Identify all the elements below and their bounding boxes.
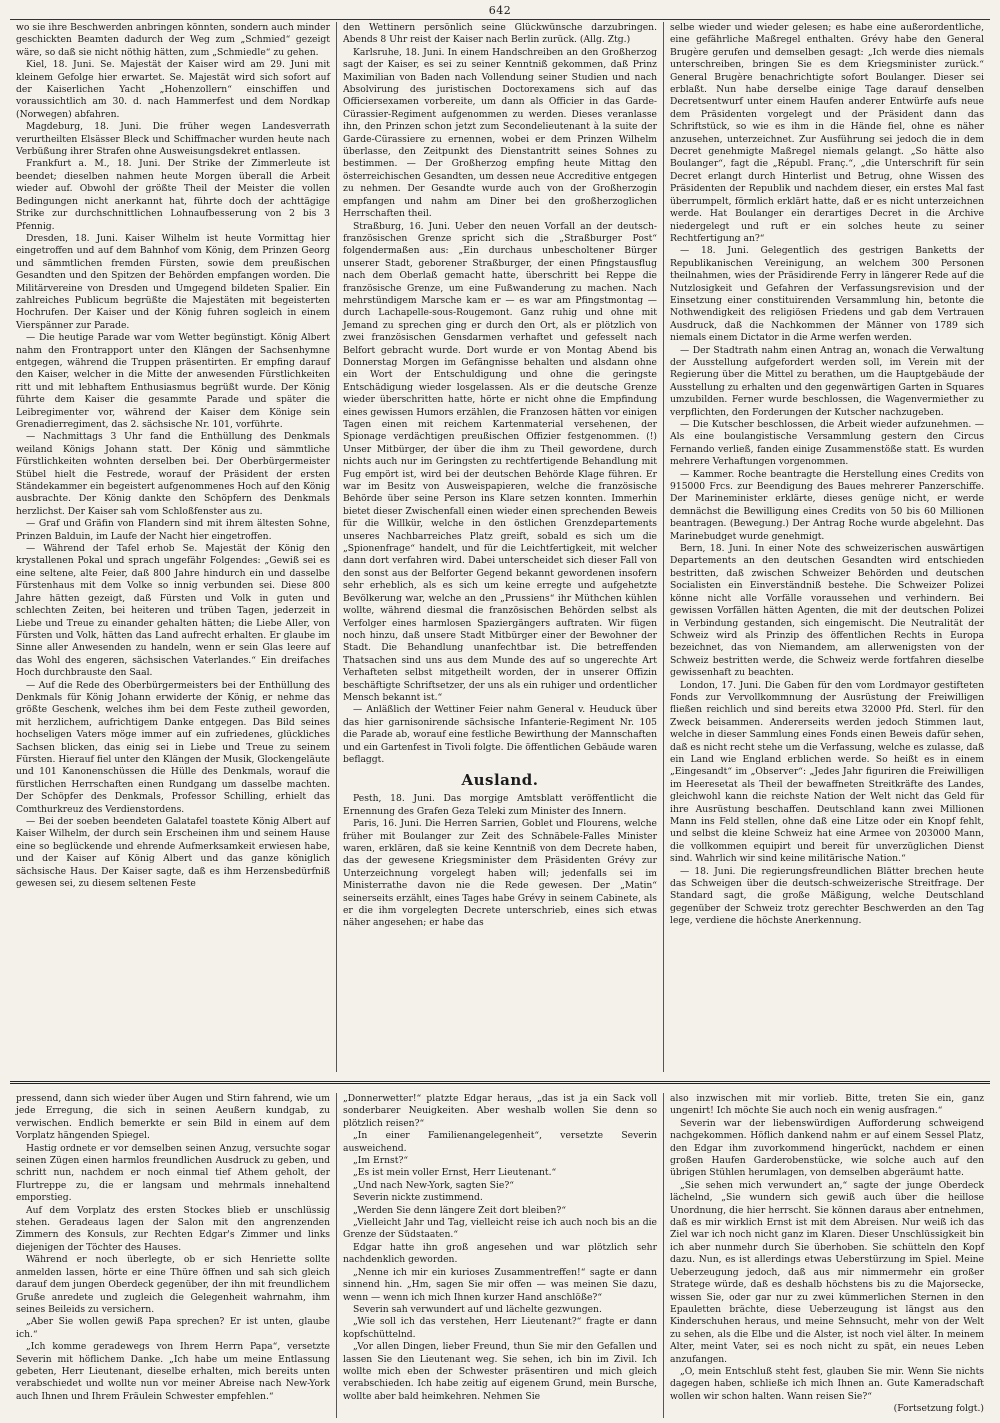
feuilleton-divider — [10, 1081, 990, 1084]
news-paragraph: — Nachmittags 3 Uhr fand die Enthüllung des Denkmals weiland Königs Johann statt. Der König und sämmtliche Fürstlichkeiten wohnten derselben bei. Der Oberbürgermeister Stübel hielt die Festrede, worauf der Präsident der ersten Ständekammer ein begeistert aufgenommenes Hoch auf den König ausbrachte. Der König dankte den Schöpfern des Denkmals herzlichst. Der Kaiser sah vom Schloßfenster aus zu. — [16, 431, 330, 517]
news-paragraph: Pesth, 18. Juni. Das morgige Amtsblatt veröffentlicht die Ernennung des Grafen Geza Teleki zum Minister des Innern. — [343, 793, 657, 817]
news-paragraph: wo sie ihre Beschwerden anbringen könnten, sondern auch minder geschickten Beamten dadurch der Weg zum „Schmied“ gezeigt wäre, so daß sie nicht nöthig hätten, zum „Schmiedle“ zu gehen. — [16, 22, 330, 58]
feuilleton-column-3 — [663, 1093, 990, 1418]
news-paragraph: — Der Stadtrath nahm einen Antrag an, wonach die Verwaltung der Ausstellung aufgefordert werden soll, im Verein mit der Regierung über die Mittel zu berathen, um die Hauptgebäude der Ausstellung zu erhalten und den gegenwärtigen Garten in Squares umzubilden. Ferner wurde beschlossen, die Wagenvermiether zu verpflichten, den Forderungen der Kutscher nachzugeben. — [670, 344, 984, 418]
news-section — [10, 22, 990, 1072]
news-paragraph: — Graf und Gräfin von Flandern sind mit ihrem ältesten Sohne, Prinzen Balduin, im Laufe der Nacht hier eingetroffen. — [16, 518, 330, 542]
page-number: 642 — [488, 4, 512, 17]
news-paragraph: — 18. Juni. Die regierungsfreundlichen Blätter brechen heute das Schweigen über die deutsch-schweizerische Streitfrage. Der Standard sagt, die große Mäßigung, welche Deutschland gegenüber der Schweiz trotz gerechter Beschwerden an den Tag lege, verdiene die höchste Anerkennung. — [670, 865, 984, 927]
news-paragraph: Frankfurt a. M., 18. Juni. Der Strike der Zimmerleute ist beendet; dieselben nahmen heute Morgen überall die Arbeit wieder auf. Obwohl der größte Theil der Meister die vollen Bedingungen nicht anerkannt hat, führte doch der achttägige Strike zur durchschnittlichen Lohnaufbesserung von 2 bis 3 Pfennig. — [16, 158, 330, 232]
story-paragraph: Hastig ordnete er vor demselben seinen Anzug, versuchte sogar seinen Zügen einen harmlos freundlichen Ausdruck zu geben, und schritt nun, nachdem er noch einmal tief Athem geholt, der Flurtreppe zu, die er langsam und mehrmals innehaltend emporstieg. — [16, 1142, 330, 1204]
story-paragraph: „Im Ernst?“ — [353, 1155, 409, 1167]
section-heading-ausland: Ausland. — [461, 771, 539, 790]
feuilleton-column-2 — [336, 1093, 663, 1418]
story-paragraph: also inzwischen mit mir vorlieb. Bitte, treten Sie ein, ganz ungenirt! Ich möchte Sie auch noch ein wenig ausfragen.“ — [670, 1093, 984, 1117]
news-paragraph: selbe wieder und wieder gelesen; es habe eine außerordentliche, eine gefährliche Maßregel enthalten. Grévy habe den General Brugère gerufen und demselben gesagt: „Ich werde dies niemals unterschreiben, bringen Sie es dem Kriegsminister zurück.“ General Brugère benachrichtigte sofort Boulanger. Dieser sei erblaßt. Nun habe derselbe einige Tage darauf denselben Decretsentwurf unter einem Haufen anderer Entwürfe aufs neue dem Präsidenten vorgelegt und der Präsident dann das Schriftstück, so wie es ihm in die Hände fiel, ohne es näher anzusehen, unterzeichnet. Zur Ausführung sei jedoch die in dem Decret genehmigte Maßregel niemals gelangt. „So hätte also Boulanger“, fagt die „Républ. Franç.“, „die Unterschrift für sein Decret erlangt durch Hinterlist und Betrug, ohne Wissen des Präsidenten der Republik und nachdem dieser, ein erstes Mal fast überrumpelt, förmlich erklärt hatte, daß er es nicht unterzeichnen werde. Hat Boulanger ein derartiges Decret in die Archive niedergelegt und ruft er ein solches heute zu seiner Rechtfertigung an?“ — [670, 22, 984, 244]
story-paragraph: „Und nach New-York, sagten Sie?“ — [353, 1179, 514, 1191]
news-paragraph: Karlsruhe, 18. Juni. In einem Handschreiben an den Großherzog sagt der Kaiser, es sei zu seiner Kenntniß gekommen, daß Prinz Maximilian von Baden nach Vollendung seiner Studien und nach Absolvirung des juristischen Doctorexamens sich auf das Officiersexamen vorbereite, um dann als Officier in das Garde-Cürassier-Regiment aufgenommen zu werden. Dieses veranlasse ihn, den Prinzen schon jetzt zum Secondelieutenant à la suite der Garde-Cürassiere zu ernennen, wobei er dem Prinzen Wilhelm überlasse, den Zeitpunkt des Dienstantritt seines Sohnes zu bestimmen. — Der Großherzog empfing heute Mittag den österreichischen Gesandten, um dessen neue Accreditive entgegen zu nehmen. Der Gesandte wurde auch von der Großherzogin empfangen und nahm am Diner bei den großherzoglichen Herrschaften theil. — [343, 46, 657, 220]
story-paragraph: „Vor allen Dingen, lieber Freund, thun Sie mir den Gefallen und lassen Sie den Lieutenant weg. Sie sehen, ich bin im Zivil. Ich wollte mich eben der Schwester präsentiren und mich gleich verabschieden. Ich habe zeitig auf eigenem Grund, mein Bursche, wollte aber bald heimkehren. Nehmen Sie — [343, 1341, 657, 1402]
news-column-3 — [663, 22, 990, 1072]
news-paragraph: — Die heutige Parade war vom Wetter begünstigt. König Albert nahm den Frontrapport unter den Klängen der Sachsenhymne entgegen, während die Truppen präsentirten. Er empfing darauf den Kaiser, welcher in die Mitte der anwesenden Fürstlichkeiten ritt und mit lebhaftem Enthusiasmus begrüßt wurde. Der König führte dem Kaiser die gesammte Parade und später die Leibregimenter vor, während der Kaiser dem Könige sein Grenadierregiment, das 2. sächsische Nr. 101, vorführte. — [16, 332, 330, 430]
story-paragraph: Auf dem Vorplatz des ersten Stockes blieb er unschlüssig stehen. Geradeaus lagen der Salon mit den angrenzenden Zimmern des Konsuls, zur Rechten Edgar's Zimmer und links diejenigen der Töchter des Hauses. — [16, 1204, 330, 1253]
news-paragraph: Magdeburg, 18. Juni. Die früher wegen Landesverrath verurtheilten Elsässer Bleck und Schiffmacher wurden heute nach Verbüßung ihrer Strafen ohne Ausweisungsdekret entlassen. — [16, 121, 330, 158]
story-paragraph: Severin war der liebenswürdigen Aufforderung schweigend nachgekommen. Höflich dankend nahm er auf einem Sessel Platz, den Edgar ihm zuvorkommend hingerückt, nachdem er einen großen Haufen Garderobenstücke, wie solche auch auf den übrigen Stühlen herumlagen, von demselben abgeräumt hatte. — [670, 1117, 984, 1179]
news-paragraph: — Kammer. Roche beantragte die Herstellung eines Credits von 915000 Frcs. zur Beendigung des Baues mehrerer Panzerschiffe. Der Marineminister erklärte, dieses genüge nicht, er werde demnächst die Bewilligung eines Credits von 50 bis 60 Millionen beantragen. (Bewegung.) Der Antrag Roche wurde abgelehnt. Das Marinebudget wurde genehmigt. — [670, 468, 984, 542]
story-paragraph: „Wie soll ich das verstehen, Herr Lieutenant?“ fragte er dann kopfschüttelnd. — [343, 1316, 657, 1340]
news-paragraph: — 18. Juni. Gelegentlich des gestrigen Banketts der Republikanischen Vereinigung, an welchem 300 Personen theilnahmen, wies der Präsidirende Ferry in längerer Rede auf die Nutzlosigkeit und Gefahren der Verfassungsrevision und der Einsetzung einer constituirenden Versammlung hin, betonte die Nothwendigkeit des religiösen Friedens und gab dem Vertrauen Ausdruck, daß die Nachkommen der Männer von 1789 sich niemals einem Dictator in die Arme werfen werden. — [670, 245, 984, 344]
story-paragraph: „Sie sehen mich verwundert an,“ sagte der junge Oberdeck lächelnd, „Sie wundern sich gewiß auch über die heillose Unordnung, die hier herrscht. Sie können daraus aber entnehmen, daß es mir wirklich Ernst ist mit dem Abreisen. Nur weiß ich das Ziel war ich noch nicht ganz im Klaren. Dieser Unschlüssigkeit bin ich aber nunmehr durch Sie überhoben. Sie schütteln den Kopf dazu. Nun, es ist allerdings etwas Ueberstürzung im Spiel. Meine Ueberzeugung jedoch, daß aus mir nimmermehr ein großer Stratege würde, daß es deshalb höchstens bis zu die Majorsecke, wissen Sie, oder gar nur zu zwei kümmerlichen Sternen in den Epauletten brächte, diese Ueberzeugung ist längst aus den Kinderschuhen heraus, und meine Sehnsucht, mehr von der Welt zu sehen, als die Elbe und die Alster, ist noch viel älter. In meinem Alter, meint Vater, sei es noch nicht zu spät, ein neues Leben anzufangen. — [670, 1179, 984, 1365]
news-column-2 — [336, 22, 663, 1072]
story-paragraph: „Werden Sie denn längere Zeit dort bleiben?“ — [353, 1204, 567, 1216]
story-paragraph: „Nenne ich mir ein kurioses Zusammentreffen!“ sagte er dann sinnend hin. „Hm, sagen Sie mir offen — was meinen Sie dazu, wenn — wenn ich mich Ihnen kurzer Hand anschlöße?“ — [343, 1266, 657, 1303]
story-paragraph: Severin sah verwundert auf und lächelte gezwungen. — [353, 1303, 602, 1315]
story-paragraph: „In einer Familienangelegenheit“, versetzte Severin ausweichend. — [343, 1130, 657, 1154]
story-paragraph: „Aber Sie wollen gewiß Papa sprechen? Er ist unten, glaube ich.“ — [16, 1316, 330, 1340]
news-paragraph: London, 17. Juni. Die Gaben für den vom Lordmayor gestifteten Fonds zur Vervollkommnung der Ausrüstung der Freiwilligen fließen reichlich und sind bereits etwa 32000 Pfd. Sterl. für den Zweck beisammen. Andererseits werden jedoch Stimmen laut, welche in dieser Sammlung eines Fonds einen Beweis dafür sehen, daß es nicht recht stehe um die Verfassung, welche es zulasse, daß ein Land wie England erblichen werde. So heißt es in einem „Eingesandt“ im „Observer“: „Jedes Jahr figuriren die Freiwilligen im Heeresetat als Theil der bewaffneten Streitkräfte des Landes, gleichwohl kann die reichste Nation der Welt nicht das Geld für ihre Ausrüstung beschaffen. Deutschland kann zwei Millionen Mann ins Feld stellen, ohne daß eine Litze oder ein Knopf fehlt, und selbst die kleine Schweiz hat eine Armee von 203000 Mann, die vollkommen equipirt und bereit für unverzüglichen Dienst sind. Wahrlich wir sind keine militärische Nation.“ — [670, 679, 984, 865]
story-paragraph: Severin nickte zustimmend. — [353, 1192, 483, 1204]
feuilleton-section — [10, 1093, 990, 1418]
news-paragraph: — Bei der soeben beendeten Galatafel toastete König Albert auf Kaiser Wilhelm, der durch sein Erscheinen ihm und seinem Hause eine so beglückende und ehrende Aufmerksamkeit erwiesen habe, und der Kaiser auf König Albert und das ganze königlich sächsische Haus. Der Kaiser sagte, daß es ihm Herzensbedürfniß gewesen sei, zu diesem seltenen Feste — [16, 816, 330, 890]
story-paragraph: „Es ist mein voller Ernst, Herr Lieutenant.“ — [353, 1167, 557, 1179]
header-rule — [10, 19, 990, 20]
story-paragraph: Edgar hatte ihn groß angesehen und war plötzlich sehr nachdenklich geworden. — [343, 1241, 657, 1266]
news-paragraph: Paris, 16. Juni. Die Herren Sarrien, Goblet und Flourens, welche früher mit Boulanger zur Zeit des Schnäbele-Falles Minister waren, erklären, daß sie keine Kenntniß von dem Decrete haben, das der gewesene Kriegsminister dem Präsidenten Grévy zur Unterzeichnung vorgelegt haben will; jedenfalls sei im Ministerrathe davon nie die Rede gewesen. Der „Matin“ seinerseits erzählt, eines Tages habe Grévy in seinem Cabinete, als er die ihm vorgelegten Decrete unterschrieb, eines sich etwas näher angesehen; er habe das — [343, 818, 657, 929]
news-paragraph: Dresden, 18. Juni. Kaiser Wilhelm ist heute Vormittag hier eingetroffen und auf dem Bahnhof vom König, dem Prinzen Georg und sämmtlichen fremden Fürsten, sowie dem preußischen Gesandten und den Spitzen der Behörden empfangen worden. Die Militärvereine von Dresden und Umgegend bildeten Spalier. Ein zahlreiches Publicum begrüßte die Majestäten mit begeisterten Hochrufen. Der Kaiser und der König fuhren sogleich in einem Vierspänner zur Parade. — [16, 232, 330, 331]
story-paragraph: pressend, dann sich wieder über Augen und Stirn fahrend, wie um jede Erregung, die sich in seinen Aeußern kundgab, zu verwischen. Endlich bemerkte er sein Bild in einem auf dem Vorplatz hängenden Spiegel. — [16, 1093, 330, 1142]
story-paragraph: Während er noch überlegte, ob er sich Henriette sollte anmelden lassen, hörte er eine Thüre öffnen und sah sich gleich darauf dem jungen Oberdeck gegenüber, der ihn mit freundlichem Gruße anredete und zugleich die Gelegenheit wahrnahm, ihm seines Beileids zu versichern. — [16, 1254, 330, 1315]
news-paragraph: — Anläßlich der Wettiner Feier nahm General v. Heuduck über das hier garnisonirende sächsische Infanterie-Regiment Nr. 105 die Parade ab, worauf eine festliche Bewirthung der Mannschaften und ein Gartenfest in Tivoli folgte. Die öffentlichen Gebäude waren beflaggt. — [343, 704, 657, 765]
news-paragraph: — Während der Tafel erhob Se. Majestät der König den krystallenen Pokal und sprach ungefähr Folgendes: „Gewiß sei es eine seltene, alte Feier, daß 800 Jahre hindurch ein und dasselbe Fürstenhaus mit dem Volke so innig verbunden sei. Diese 800 Jahre hätten gezeigt, daß Fürsten und Volk in guten und schlechten Zeiten, bei heiteren und trüben Tagen, jederzeit in Liebe und Treue zu einander gehalten hätten; die Liebe Aller, von Fürsten und Volk, hätten das Land aufrecht erhalten. Er glaube im Sinne aller Anwesenden zu handeln, wenn er sein Glas leere auf das Wohl des engeren, sächsischen Vaterlandes.“ Ein dreifaches Hoch durchbrauste den Saal. — [16, 543, 330, 679]
news-paragraph: den Wettinern persönlich seine Glückwünsche darzubringen. Abends 8 Uhr reist der Kaiser nach Berlin zurück. (Allg. Ztg.) — [343, 22, 657, 46]
continuation-note: (Fortsetzung folgt.) — [893, 1403, 984, 1415]
story-paragraph: „Ich komme geradewegs von Ihrem Herrn Papa“, versetzte Severin mit höflichem Danke. „Ich habe um meine Entlassung gebeten, Herr Lieutenant, dieselbe erhalten, mich bereits unten verabschiedet und wollte nun vor meiner Abreise nach New-York auch Ihnen und Ihrem Fräulein Schwester empfehlen.“ — [16, 1341, 330, 1402]
news-paragraph: Straßburg, 16. Juni. Ueber den neuen Vorfall an der deutsch-französischen Grenze spricht sich die „Straßburger Post“ folgendermaßen aus: „Ein durchaus unbescholtener Bürger unserer Stadt, geborener Straßburger, der einen Pfingstausflug nach dem Oberlaß gemacht hatte, überschritt bei Reppe die französische Grenze, um eine Fußwanderung zu machen. Nach mehrstündigem Marsche kam er — es war am Pfingstmontag — durch Lachapelle-sous-Rougemont. Ganz ruhig und ohne mit Jemand zu sprechen ging er durch den Ort, als er plötzlich von zwei französischen Gensdarmen verhaftet und gefesselt nach Belfort gebracht wurde. Dort wurde er von Montag Abend bis Donnerstag Morgen im Gefängnisse behalten und alsdann ohne ein Wort der Entschuldigung und ohne die geringste Entschädigung wieder losgelassen. Als er die deutsche Grenze wieder überschritten hatte, hörte er nicht ohne die Empfindung eines gewissen Humors erzählen, die Franzosen hätten vor einigen Tagen einen mit reichem Kartenmaterial versehenen, der Spionage verdächtigen preußischen Offizier festgenommen. (!) Unser Mitbürger, der über die ihm zu Theil gewordene, durch nichts auch nur im Geringsten zu rechtfertigende Behandlung mit Fug empört ist, wird bei der deutschen Behörde Klage führen. Er war im Besitz von Ausweispapieren, welche die französische Behörde über seine Person ins Klare setzen konnten. Immerhin bietet dieser Zwischenfall einen wieder einen sprechenden Beweis für die Willkür, welche in den östlichen Grenzdepartements unseres Nachbarreiches Platz greift, sobald es sich um die „Spionenfrage“ handelt, und für die Leichtfertigkeit, mit welcher dann dort verfahren wird. Dabei unterscheidet sich dieser Fall von den sonst aus der Belforter Gegend bekannt gewordenen insofern sehr erheblich, als es sich um keine erregte und aufgehetzte Bevölkerung war, welche an den „Prussiens“ ihr Müthchen kühlen wollte, während diesmal die französischen Behörden selbst als Verfolger eines harmlosen Spaziergängers auftraten. Wir fügen noch hinzu, daß unsere Stadt Mitbürger einer der Bewohner der Stadt. Die Behandlung unanfechtbar ist. Die betreffenden Thatsachen sind uns aus dem Munde des auf so ungerechte Art Verhafteten selbst mitgetheilt worden, der in unserer Offizin beschäftigte Schriftsetzer, der uns als ein ruhiger und ordentlicher Mensch bekannt ist.“ — [343, 220, 657, 703]
story-paragraph: „O, mein Entschluß steht fest, glauben Sie mir. Wenn Sie nichts dagegen haben, schließe ich mich Ihnen an. Gute Kameradschaft wollen wir schon halten. Wann reisen Sie?“ — [670, 1365, 984, 1402]
feuilleton-column-1 — [10, 1093, 336, 1418]
news-paragraph: — Die Kutscher beschlossen, die Arbeit wieder aufzunehmen. — Als eine boulangistische Versammlung gestern den Circus Fernando verließ, fanden einige Zusammenstöße statt. Es wurden mehrere Verhaftungen vorgenommen. — [670, 419, 984, 468]
news-paragraph: Bern, 18. Juni. In einer Note des schweizerischen auswärtigen Departements an den deutschen Gesandten wird entschieden bestritten, daß zwischen Schweizer Behörden und deutschen Socialisten ein Einverständniß bestehe. Die Schweizer Polizei könne nicht alle Vorfälle voraussehen und verhindern. Bei gewissen Vorfällen hätten Agenten, die mit der deutschen Polizei in Verbindung gestanden, sich eingemischt. Die Neutralität der Schweiz wird als Prinzip des öffentlichen Rechts in Europa bezeichnet, das von Niemandem, am allerwenigsten von der Schweiz bestritten werde, die Schweiz werde fortfahren dieselbe gewissenhaft zu beachten. — [670, 543, 984, 679]
news-column-1 — [10, 22, 336, 1072]
story-paragraph: „Donnerwetter!“ platzte Edgar heraus, „das ist ja ein Sack voll sonderbarer Neuigkeiten. Aber weshalb wollen Sie denn so plötzlich reisen?“ — [343, 1093, 657, 1129]
story-paragraph: „Vielleicht Jahr und Tag, vielleicht reise ich auch noch bis an die Grenze der Südstaaten.“ — [343, 1217, 657, 1241]
news-paragraph: — Auf die Rede des Oberbürgermeisters bei der Enthüllung des Denkmals für König Johann erwiderte der König, er nehme das größte Geschenk, welches ihm bei dem Feste zutheil geworden, mit herzlichem, aufrichtigem Danke entgegen. Das Bild seines hochseligen Vaters möge immer auf ein zufriedenes, glückliches Sachsen blicken, das einig sei in Liebe und Treue zu seinem Fürsten. Hierauf fiel unter den Klängen der Musik, Glockengeläute und 101 Kanonenschüssen die Hülle des Denkmals, worauf die fürstlichen Herrschaften einen Rundgang um dasselbe machten. Der Schöpfer des Denkmals, Professor Schilling, erhielt das Comthurkreuz des Verdienstordens. — [16, 679, 330, 815]
news-paragraph: Kiel, 18. Juni. Se. Majestät der Kaiser wird am 29. Juni mit kleinem Gefolge hier erwartet. Se. Majestät wird sich sofort auf der Kaiserlichen Yacht „Hohenzollern“ einschiffen und voraussichtlich am 30. d. nach Hammerfest und dem Nordkap (Norwegen) abfahren. — [16, 59, 330, 120]
